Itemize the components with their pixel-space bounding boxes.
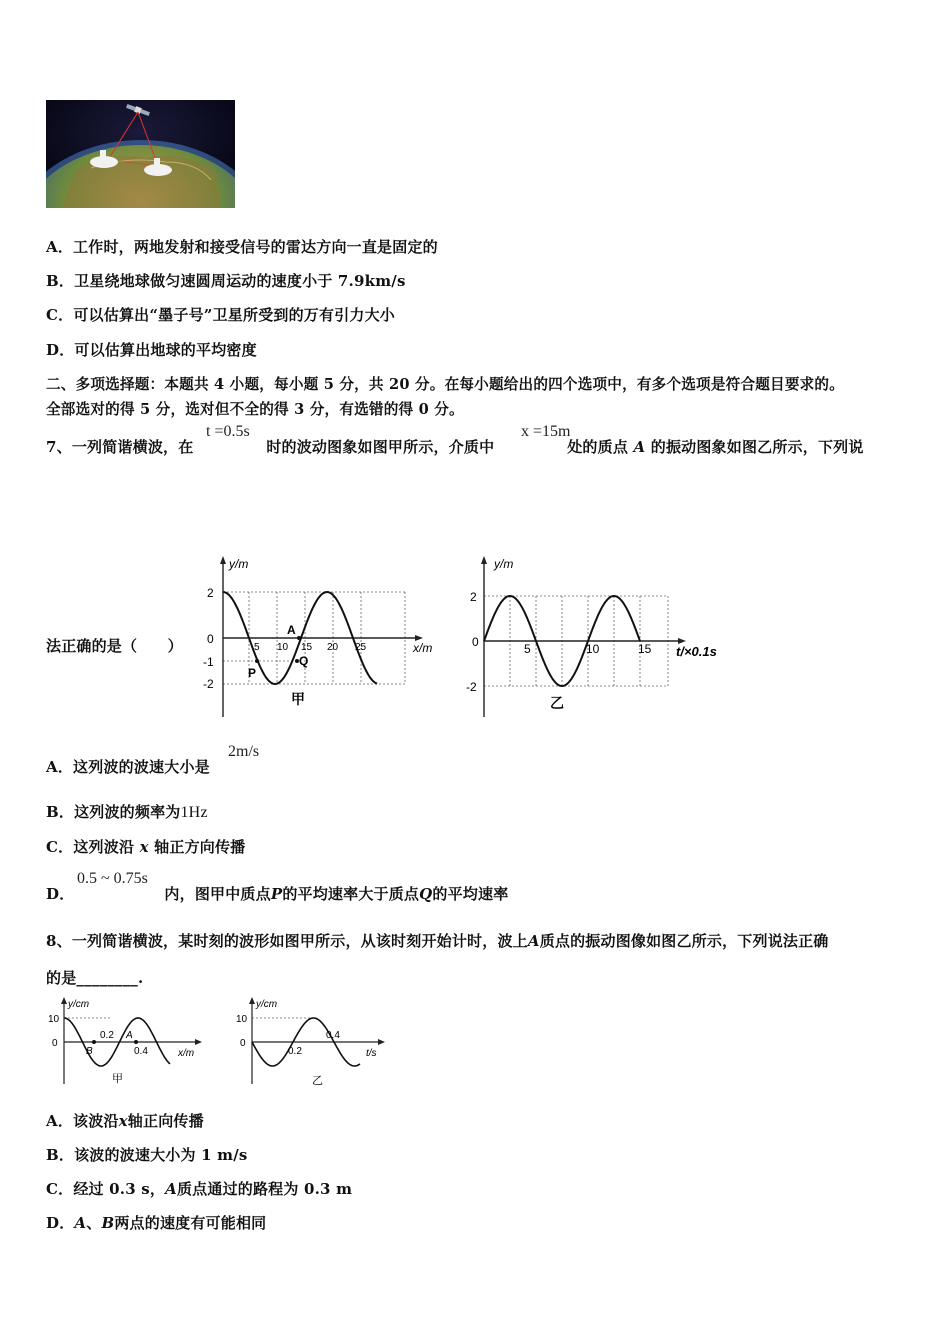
q8-option-c-text-b: 质点通过的路程为 0.3 m <box>176 1180 353 1198</box>
q8-stem-line2: 的是________. <box>46 969 144 987</box>
q8-option-d-label: D． <box>46 1214 75 1232</box>
q7-option-a-value: 2m/s <box>228 743 260 760</box>
q8-option-c-a: A <box>165 1180 177 1198</box>
q8-yi-x-axis-label: t/s <box>366 1048 377 1059</box>
q7-yi-x-tick-10: 10 <box>586 642 600 656</box>
q7-yi-caption: 乙 <box>550 695 564 711</box>
q7-yi-x-tick-5: 5 <box>524 642 531 656</box>
q8-jia-caption: 甲 <box>112 1073 123 1085</box>
q7-jia-y-tick-2: 2 <box>207 586 214 600</box>
q7-yi-y-axis-label: y/m <box>494 557 514 571</box>
q7-mid: 时的波动图象如图甲所示，介质中 <box>266 438 495 456</box>
q7-yi-y-tick-2: 2 <box>470 590 477 604</box>
q8-option-d-sep: 、 <box>86 1214 102 1232</box>
q7-jia-y-tick-neg2: -2 <box>203 677 214 691</box>
q7-suffix-a: 处的质点 <box>567 438 629 456</box>
q8-option-a-x: x <box>118 1112 128 1130</box>
q8-option-c-text-a: C．经过 0.3 s， <box>46 1180 166 1198</box>
q7-stem-continued: 法正确的是（ ） <box>46 637 183 655</box>
q7-option-c-x: x <box>139 838 149 856</box>
q7-option-d-label: D． <box>46 885 75 903</box>
q8-jia-x-axis-label: x/m <box>178 1048 195 1059</box>
q8-graph-yi <box>232 996 402 1090</box>
q7-jia-x-tick-25: 25 <box>355 642 367 653</box>
q6-option-d: D．可以估算出地球的平均密度 <box>46 341 257 359</box>
q8-option-c <box>46 1178 352 1199</box>
q7-yi-x-axis-label: t/×0.1s <box>676 644 717 659</box>
q8-stem <box>46 930 829 951</box>
q8-jia-y-axis-label: y/cm <box>68 999 90 1010</box>
q8-option-d-b: B <box>101 1214 115 1232</box>
q7-stem <box>46 436 864 457</box>
q7-option-d-p: P <box>270 885 283 903</box>
q7-jia-point-q-label: Q <box>299 654 309 668</box>
q7-jia-y-tick-0: 0 <box>207 632 214 646</box>
q7-x-expression: x =15m <box>521 423 571 440</box>
q7-option-b <box>46 801 208 822</box>
q7-jia-x-axis-label: x/m <box>413 641 433 655</box>
q7-jia-caption: 甲 <box>291 691 305 707</box>
q7-jia-x-tick-15: 15 <box>301 642 313 653</box>
q6-option-b: B．卫星绕地球做匀速圆周运动的速度小于 7.9km/s <box>46 272 406 290</box>
q7-jia-x-tick-5: 5 <box>254 642 260 653</box>
q7-option-d-text-a: 内，图甲中质点 <box>164 885 271 903</box>
q7-option-d-q: Q <box>419 885 433 903</box>
q7-yi-y-tick-neg2: -2 <box>466 680 477 694</box>
q7-option-c-text-a: C．这列波沿 <box>46 838 135 856</box>
q7-yi-x-tick-15: 15 <box>638 642 652 656</box>
q7-option-d-range: 0.5 ~ 0.75s <box>77 870 148 887</box>
q8-option-d <box>46 1212 266 1233</box>
q8-graph-jia <box>42 996 222 1090</box>
q7-yi-y-tick-0: 0 <box>472 635 479 649</box>
q8-yi-caption: 乙 <box>312 1075 323 1087</box>
q7-option-d-text-b: 的平均速率大于质点 <box>282 885 420 903</box>
q7-option-a-text: A．这列波的波速大小是 <box>46 758 210 776</box>
q7-jia-y-axis-label: y/m <box>229 557 249 571</box>
q8-yi-y-tick-10: 10 <box>236 1014 248 1025</box>
q7-jia-y-tick-neg1: -1 <box>203 655 214 669</box>
q7-jia-x-tick-20: 20 <box>327 642 339 653</box>
q8-jia-point-a-label: A <box>126 1030 133 1041</box>
q8-option-a <box>46 1110 204 1131</box>
q8-option-a-text-a: A．该波沿 <box>46 1112 119 1130</box>
section2-line2: 全部选对的得 5 分，选对但不全的得 3 分，有选错的得 0 分。 <box>46 401 464 418</box>
q8-stem-point-a: A <box>527 932 540 950</box>
q7-graph-jia <box>195 552 445 720</box>
q7-point-a: A <box>633 438 646 456</box>
q7-suffix-b: 的振动图象如图乙所示，下列说 <box>650 438 864 456</box>
q7-option-a <box>46 756 210 777</box>
q8-option-d-text-b: 两点的速度有可能相同 <box>114 1214 267 1232</box>
q8-yi-y-tick-0: 0 <box>240 1038 246 1049</box>
q7-prefix: 7、一列简谐横波，在 <box>46 438 194 456</box>
q7-jia-point-p-label: P <box>248 666 257 680</box>
q8-stem-a: 8、一列简谐横波，某时刻的波形如图甲所示，从该时刻开始计时，波上 <box>46 932 528 950</box>
q8-option-d-a: A <box>74 1214 87 1232</box>
q7-option-b-text: B．这列波的频率为 <box>46 803 181 821</box>
q8-option-b: B．该波的波速大小为 1 m/s <box>46 1146 248 1164</box>
q8-yi-y-axis-label: y/cm <box>256 999 278 1010</box>
section2-line1: 二、多项选择题：本题共 4 小题，每小题 5 分，共 20 分。在每小题给出的四个选项中，有多个选项是符合题目要求的。 <box>46 376 844 393</box>
q8-jia-y-tick-10: 10 <box>48 1014 60 1025</box>
q7-t-expression: t =0.5s <box>206 423 250 440</box>
q8-jia-point-b-label: B <box>86 1046 93 1057</box>
q7-graph-yi <box>460 552 740 720</box>
q8-option-a-text-b: 轴正向传播 <box>127 1112 204 1130</box>
q8-yi-x-tick-02: 0.2 <box>288 1046 302 1057</box>
q8-jia-x-tick-02: 0.2 <box>100 1030 114 1041</box>
q7-option-d-text-c: 的平均速率 <box>432 885 509 903</box>
q8-stem-b: 质点的振动图像如图乙所示，下列说法正确 <box>539 932 829 950</box>
q6-option-c: C．可以估算出“墨子号”卫星所受到的万有引力大小 <box>46 306 395 324</box>
q7-jia-x-tick-10: 10 <box>277 642 289 653</box>
q7-option-c-text-b: 轴正方向传播 <box>154 838 246 856</box>
q7-option-c <box>46 836 245 857</box>
q8-jia-y-tick-0: 0 <box>52 1038 58 1049</box>
q6-option-a: A．工作时，两地发射和接受信号的雷达方向一直是固定的 <box>46 238 438 256</box>
q8-jia-x-tick-04: 0.4 <box>134 1046 148 1057</box>
q7-jia-point-a-label: A <box>287 623 296 637</box>
q7-option-b-value: 1Hz <box>180 804 208 821</box>
earth-satellite-figure <box>46 100 235 208</box>
q8-yi-x-tick-04: 0.4 <box>326 1030 340 1041</box>
